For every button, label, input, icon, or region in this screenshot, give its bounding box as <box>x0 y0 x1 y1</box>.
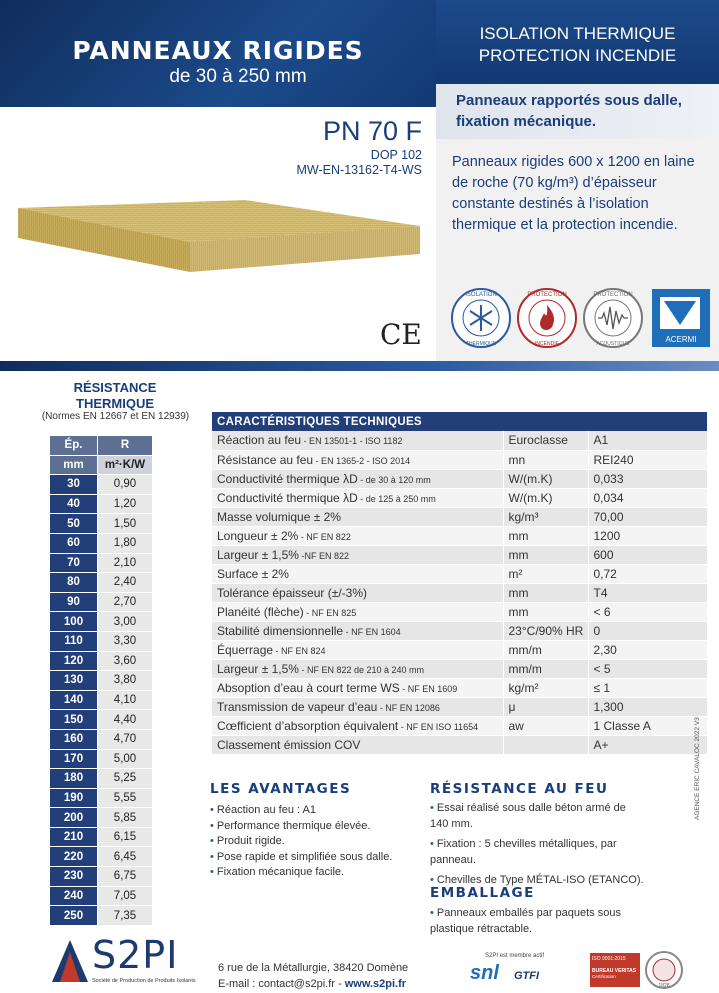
value-cell: 1200 <box>588 526 707 545</box>
resistance-title <box>40 380 190 412</box>
table-row <box>50 749 153 769</box>
unit-cell: mm <box>503 545 588 564</box>
thickness-cell: 40 <box>50 494 98 514</box>
bv-year: 1828 <box>658 983 670 989</box>
list-item-text: Performance thermique élevée. <box>216 819 371 832</box>
fire-title: RÉSISTANCE AU FEU <box>430 781 609 797</box>
fire-list <box>430 801 690 889</box>
unit-cell: kg/m² <box>503 678 588 697</box>
thickness-cell: 90 <box>50 592 98 612</box>
s2pi-logo-icon <box>50 938 90 984</box>
property-norm: -NF EN 822 <box>298 550 349 561</box>
badge-label: ACERMI <box>665 335 697 344</box>
property-norm: - de 30 à 120 mm <box>357 474 431 485</box>
company-address <box>218 960 408 992</box>
badge-label: ACOUSTIQUE <box>596 341 630 347</box>
property-cell <box>212 659 503 678</box>
list-item <box>430 853 690 869</box>
table-row <box>50 671 153 691</box>
property-label: Équerrage <box>217 642 274 657</box>
property-label: Longueur ± 2% <box>217 528 299 543</box>
table-row <box>212 735 707 754</box>
value-cell: < 5 <box>588 659 707 678</box>
table-header-cell: mm <box>50 455 98 475</box>
thickness-cell: 240 <box>50 886 98 906</box>
unit-cell: 23°C/90% HR <box>503 621 588 640</box>
value-cell: 0,72 <box>588 564 707 583</box>
email-text: E-mail : contact@s2pi.fr - <box>218 978 345 990</box>
characteristics-title: CARACTÉRISTIQUES TECHNIQUES <box>212 412 707 431</box>
resistance-cell: 3,30 <box>98 631 153 651</box>
thickness-cell: 70 <box>50 553 98 573</box>
property-label: Classement émission COV <box>217 737 361 752</box>
value-cell: A1 <box>588 431 707 450</box>
table-row <box>50 514 153 534</box>
thickness-cell: 60 <box>50 533 98 553</box>
unit-cell: kg/m³ <box>503 507 588 526</box>
list-item <box>210 865 392 881</box>
property-label: Réaction au feu <box>217 433 302 448</box>
badge-label: THERMIQUE <box>466 341 496 347</box>
resistance-cell: 6,45 <box>98 847 153 867</box>
property-norm: - EN 13501-1 - ISO 1182 <box>301 436 403 447</box>
resistance-cell: 0,90 <box>98 475 153 495</box>
list-item-text: plastique rétractable. <box>430 922 533 935</box>
thickness-cell: 100 <box>50 612 98 632</box>
table-header-cell: Ép. <box>50 436 98 456</box>
product-dop: DOP 102 <box>370 148 422 162</box>
website-link[interactable]: www.s2pi.fr <box>344 978 407 990</box>
value-cell: REI240 <box>588 450 707 469</box>
list-item <box>430 817 690 833</box>
packaging-title: EMBALLAGE <box>430 885 535 901</box>
advantages-title: LES AVANTAGES <box>210 781 352 797</box>
property-cell <box>212 678 503 697</box>
thickness-cell: 110 <box>50 631 98 651</box>
application-box <box>436 84 719 139</box>
badge-label: PROTECTION <box>593 292 633 298</box>
thickness-cell: 170 <box>50 749 98 769</box>
value-cell: ≤ 1 <box>588 678 707 697</box>
bullet-icon: • <box>430 838 437 850</box>
thickness-cell: 180 <box>50 769 98 789</box>
resistance-cell: 4,40 <box>98 710 153 730</box>
table-row <box>50 729 153 749</box>
property-cell <box>212 488 503 507</box>
thickness-cell: 150 <box>50 710 98 730</box>
bullet-icon: • <box>210 819 217 832</box>
thickness-cell: 80 <box>50 573 98 593</box>
table-row <box>50 553 153 573</box>
value-cell: 1,300 <box>588 697 707 716</box>
property-cell <box>212 431 503 450</box>
property-label: Conductivité thermique λD <box>217 471 358 486</box>
table-header-cell: R <box>98 436 153 456</box>
list-item <box>430 801 690 817</box>
property-cell <box>212 621 503 640</box>
property-label: Largeur ± 1,5% <box>217 547 299 562</box>
thickness-cell: 220 <box>50 847 98 867</box>
property-label: Largeur ± 1,5% <box>217 661 299 676</box>
value-cell: 2,30 <box>588 640 707 659</box>
thickness-cell: 140 <box>50 690 98 710</box>
list-item <box>430 906 690 922</box>
list-item-text: Fixation : 5 chevilles métalliques, par <box>436 838 617 850</box>
value-cell: 1 Classe A <box>588 716 707 735</box>
bureau-veritas-seal-icon <box>644 950 684 990</box>
property-norm: - NF EN 12086 <box>377 702 440 713</box>
resistance-norms: (Normes EN 12667 et EN 12939) <box>41 411 190 422</box>
property-cell <box>212 545 503 564</box>
unit-cell: Euroclasse <box>503 431 588 450</box>
resistance-title-line2: THERMIQUE <box>76 396 154 411</box>
resistance-cell: 6,15 <box>98 827 153 847</box>
list-item-text: Chevilles de Type MÉTAL-ISO (ETANCO). <box>436 874 644 886</box>
unit-cell: mm <box>503 583 588 602</box>
snl-note: S2PI est membre actif <box>485 953 545 959</box>
table-row <box>212 469 707 488</box>
list-item-text: Pose rapide et simplifiée sous dalle. <box>216 850 393 863</box>
contact-line <box>218 976 408 992</box>
property-cell <box>212 697 503 716</box>
unit-cell: mm/m <box>503 659 588 678</box>
bv-label: BUREAU VERITAS <box>592 968 637 974</box>
certification-badges <box>450 287 710 351</box>
header-right-line1: ISOLATION THERMIQUE <box>479 24 676 43</box>
ce-mark: CE <box>380 318 422 351</box>
property-norm: - NF EN 1609 <box>399 683 458 694</box>
table-row <box>50 847 153 867</box>
property-cell <box>212 526 503 545</box>
resistance-cell: 6,75 <box>98 867 153 887</box>
table-row <box>212 583 707 602</box>
property-cell <box>212 583 503 602</box>
badge-label: INCENDIE <box>535 341 559 347</box>
value-cell: 0,034 <box>588 488 707 507</box>
property-label: Cœfficient d’absorption équivalent <box>217 718 399 733</box>
bv-sub: Certification <box>592 974 616 979</box>
resistance-cell: 1,50 <box>98 514 153 534</box>
resistance-cell: 5,25 <box>98 769 153 789</box>
thickness-cell: 200 <box>50 808 98 828</box>
description-line: thermique et la protection incendie. <box>452 217 678 233</box>
header-title-band <box>0 0 436 107</box>
table-row <box>212 678 707 697</box>
property-norm: - NF EN 825 <box>303 607 357 618</box>
property-norm: - NF EN 1604 <box>343 626 401 637</box>
property-label: Planéité (flèche) <box>217 604 304 619</box>
value-cell: 70,00 <box>588 507 707 526</box>
resistance-cell: 3,80 <box>98 671 153 691</box>
list-item <box>210 850 392 866</box>
list-item-text: Réaction au feu : A1 <box>216 804 316 816</box>
list-item <box>210 834 392 850</box>
resistance-title-line1: RÉSISTANCE <box>73 380 157 395</box>
thickness-cell: 190 <box>50 788 98 808</box>
table-row <box>212 526 707 545</box>
list-item-text: panneau. <box>430 853 476 866</box>
table-row <box>50 494 153 514</box>
table-row <box>50 769 153 789</box>
snowflake-icon <box>450 287 512 349</box>
table-row <box>50 808 153 828</box>
property-label: Tolérance épaisseur (±/-3%) <box>217 585 367 600</box>
thickness-cell: 30 <box>50 475 98 495</box>
table-row <box>50 827 153 847</box>
header-right-band <box>436 0 719 84</box>
property-label: Conductivité thermique λD <box>217 490 358 505</box>
rockwool-panel-image <box>10 180 430 280</box>
property-norm: - NF EN 822 <box>298 531 351 542</box>
property-label: Stabilité dimensionnelle <box>217 623 344 638</box>
soundwave-icon <box>582 287 644 349</box>
resistance-cell: 5,55 <box>98 788 153 808</box>
list-item <box>430 922 690 938</box>
thickness-cell: 250 <box>50 906 98 926</box>
table-row <box>50 710 153 730</box>
advantages-list <box>210 803 392 881</box>
table-header-cell: m²·K/W <box>98 455 153 475</box>
table-row <box>50 867 153 887</box>
property-cell <box>212 564 503 583</box>
address-line: 6 rue de la Métallurgie, 38420 Domène <box>218 962 409 974</box>
table-row <box>212 488 707 507</box>
product-name: PN 70 F <box>322 116 422 146</box>
characteristics-table <box>212 412 707 755</box>
product-description <box>452 152 712 236</box>
description-line: de roche (70 kg/m³) d’épaisseur <box>452 175 657 191</box>
table-row <box>212 507 707 526</box>
table-row <box>50 906 153 926</box>
bullet-icon: • <box>210 850 217 863</box>
table-row <box>50 651 153 671</box>
header-right-line2: PROTECTION INCENDIE <box>478 46 677 65</box>
table-row <box>212 716 707 735</box>
table-row <box>50 612 153 632</box>
property-cell <box>212 507 503 526</box>
badge-label: ISOLATION <box>465 292 497 298</box>
property-label: Transmission de vapeur d’eau <box>217 699 378 714</box>
unit-cell: aw <box>503 716 588 735</box>
resistance-cell: 5,00 <box>98 749 153 769</box>
table-row <box>50 573 153 593</box>
value-cell: < 6 <box>588 602 707 621</box>
bullet-icon: • <box>210 835 217 847</box>
property-label: Masse volumique ± 2% <box>217 509 341 524</box>
table-header-row <box>50 436 153 456</box>
list-item-text: Essai réalisé sous dalle béton armé de <box>436 802 626 814</box>
property-norm: - NF EN 822 de 210 à 240 mm <box>298 664 425 675</box>
resistance-cell: 4,70 <box>98 729 153 749</box>
thickness-cell: 120 <box>50 651 98 671</box>
packaging-list <box>430 906 690 937</box>
property-norm: - de 125 à 250 mm <box>357 493 436 504</box>
application-line2: fixation mécanique. <box>456 113 597 130</box>
description-line: constante destinés à l’isolation <box>452 196 649 212</box>
logo-subtitle: Société de Production de Produits Isolants <box>92 978 196 984</box>
list-item <box>210 819 392 835</box>
unit-cell: mm <box>503 526 588 545</box>
thickness-cell: 230 <box>50 867 98 887</box>
value-cell: 0,033 <box>588 469 707 488</box>
table-row <box>212 697 707 716</box>
s2pi-logo <box>50 933 196 984</box>
resistance-table <box>49 435 153 926</box>
list-item-text: Produit rigide. <box>216 835 285 847</box>
table-row <box>50 690 153 710</box>
unit-cell: mm <box>503 602 588 621</box>
unit-cell: mm/m <box>503 640 588 659</box>
logo-text: S2PI <box>92 933 179 977</box>
thickness-cell: 160 <box>50 729 98 749</box>
unit-cell: W/(m.K) <box>503 488 588 507</box>
property-cell <box>212 640 503 659</box>
list-item <box>430 837 690 853</box>
table-row <box>212 450 707 469</box>
bullet-icon: • <box>430 907 437 919</box>
resistance-cell: 7,35 <box>98 906 153 926</box>
resistance-cell: 2,10 <box>98 553 153 573</box>
resistance-cell: 5,85 <box>98 808 153 828</box>
resistance-cell: 2,40 <box>98 573 153 593</box>
property-label: Surface ± 2% <box>217 566 289 581</box>
agency-note: AGENCE ERIC CAVALOC 2022 V3 <box>694 717 701 820</box>
gtfi-logo: GTFI <box>514 970 540 982</box>
table-row <box>212 564 707 583</box>
table-row <box>50 533 153 553</box>
list-item-text: Panneaux emballés par paquets sous <box>436 907 621 919</box>
table-row <box>50 592 153 612</box>
table-row <box>50 475 153 495</box>
property-norm: - EN 1365-2 - ISO 2014 <box>313 455 411 466</box>
property-cell <box>212 469 503 488</box>
product-code: MW-EN-13162-T4-WS <box>296 163 422 177</box>
iso-label: ISO 9001:2015 <box>592 956 626 962</box>
resistance-cell: 1,80 <box>98 533 153 553</box>
resistance-cell: 4,10 <box>98 690 153 710</box>
bullet-icon: • <box>430 874 437 886</box>
unit-cell: mn <box>503 450 588 469</box>
resistance-cell: 1,20 <box>98 494 153 514</box>
thickness-cell: 130 <box>50 671 98 691</box>
list-item-text: 140 mm. <box>430 817 473 830</box>
unit-cell: W/(m.K) <box>503 469 588 488</box>
table-row <box>50 886 153 906</box>
resistance-cell: 3,60 <box>98 651 153 671</box>
description-line: Panneaux rigides 600 x 1200 en laine <box>452 154 695 170</box>
list-item-text: Fixation mécanique facile. <box>216 866 345 878</box>
value-cell: A+ <box>588 735 707 754</box>
value-cell: 0 <box>588 621 707 640</box>
unit-cell <box>503 735 588 754</box>
property-cell <box>212 716 503 735</box>
bullet-icon: • <box>430 802 437 814</box>
property-cell <box>212 735 503 754</box>
table-row <box>212 602 707 621</box>
badge-label: PROTECTION <box>527 292 567 298</box>
property-norm: - NF EN ISO 11654 <box>398 721 479 732</box>
section-divider <box>0 361 719 371</box>
bureau-veritas-logo <box>590 953 640 987</box>
table-row <box>212 621 707 640</box>
page-subtitle: de 30 à 250 mm <box>169 66 307 87</box>
page-title: PANNEAUX RIGIDES <box>72 36 364 65</box>
resistance-cell: 3,00 <box>98 612 153 632</box>
bullet-icon: • <box>210 866 217 878</box>
list-item <box>210 803 392 819</box>
snl-logo: snl <box>470 962 499 984</box>
resistance-cell: 7,05 <box>98 886 153 906</box>
table-row <box>212 431 707 450</box>
property-norm: - NF EN 824 <box>273 645 326 656</box>
property-label: Absoption d’eau à court terme WS <box>217 680 400 695</box>
flame-icon <box>516 287 578 349</box>
table-row <box>212 640 707 659</box>
table-row <box>212 545 707 564</box>
thickness-cell: 210 <box>50 827 98 847</box>
table-header-row <box>50 455 153 475</box>
unit-cell: μ <box>503 697 588 716</box>
thickness-cell: 50 <box>50 514 98 534</box>
resistance-cell: 2,70 <box>98 592 153 612</box>
value-cell: T4 <box>588 583 707 602</box>
table-row <box>50 788 153 808</box>
acermi-logo <box>650 287 712 349</box>
property-cell <box>212 450 503 469</box>
property-label: Résistance au feu <box>217 452 314 467</box>
bullet-icon: • <box>210 804 217 816</box>
application-line1: Panneaux rapportés sous dalle, <box>456 92 682 109</box>
unit-cell: m² <box>503 564 588 583</box>
value-cell: 600 <box>588 545 707 564</box>
table-row <box>50 631 153 651</box>
table-row <box>212 659 707 678</box>
property-cell <box>212 602 503 621</box>
